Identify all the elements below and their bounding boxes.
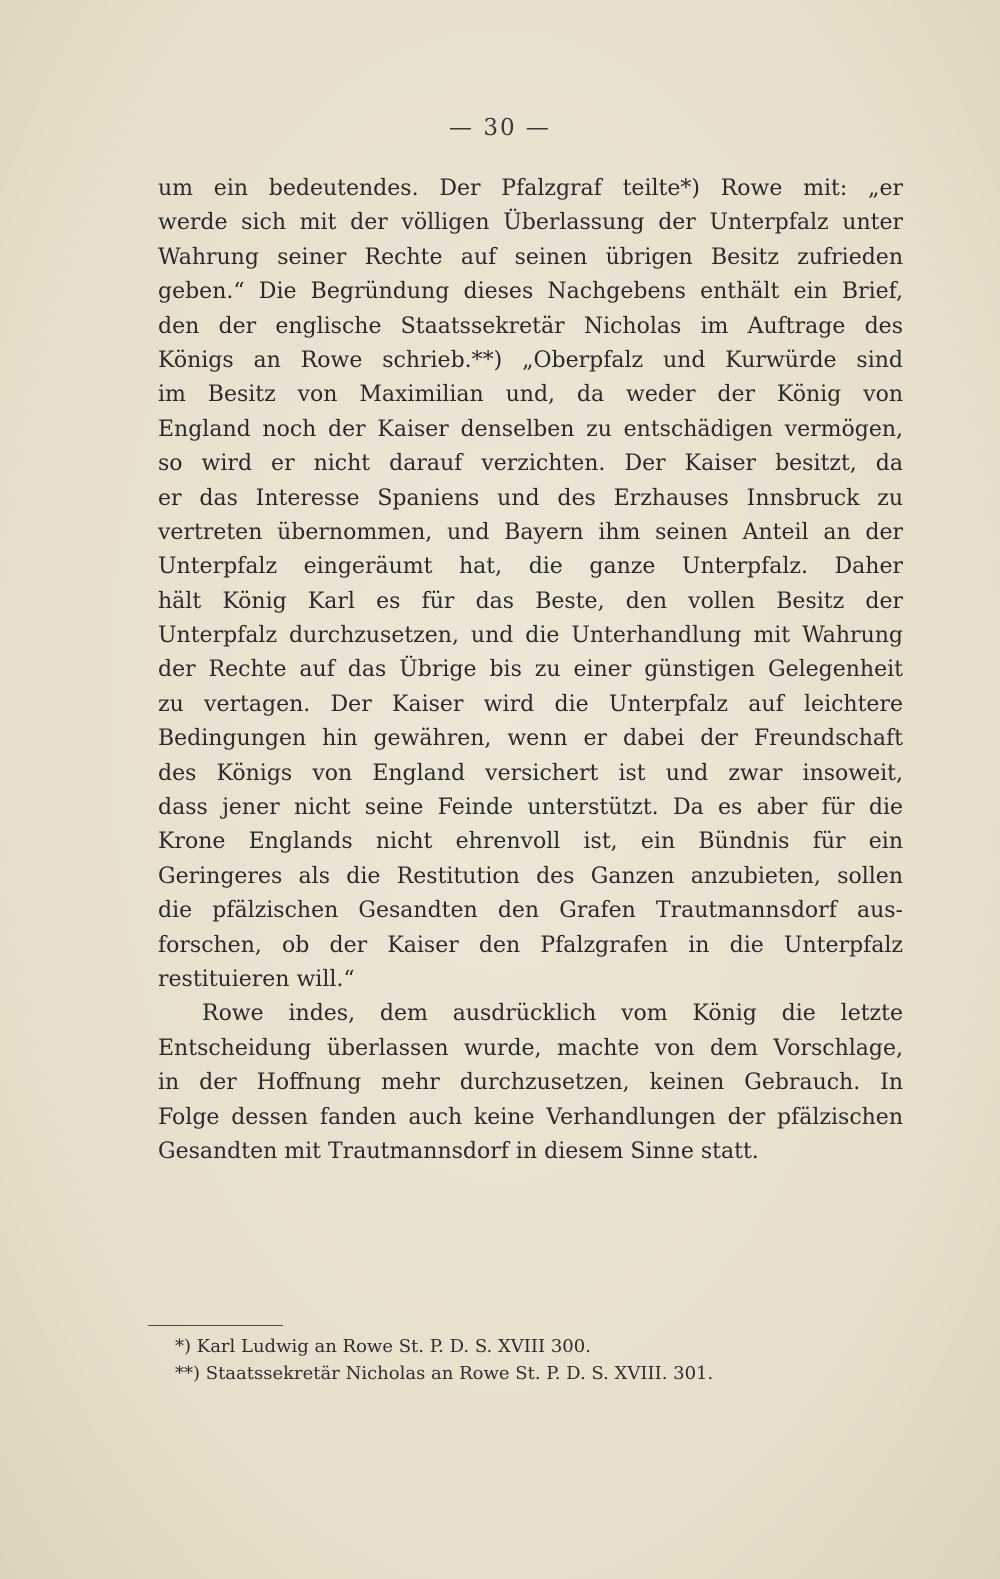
text-line: vertreten übernommen, und Bayern ihm seinen Anteil an der	[158, 519, 903, 545]
text-line: Bedingungen hin gewähren, wenn er dabei der Freundschaft	[158, 726, 903, 752]
text-line: Folge dessen fanden auch keine Verhandlungen der pfälzischen	[158, 1104, 903, 1130]
text-line: in der Hoffnung mehr durchzusetzen, keinen Gebrauch. In	[158, 1070, 903, 1096]
text-line: Gesandten mit Trautmannsdorf in diesem Sinne statt.	[158, 1138, 759, 1164]
text-line: der Rechte auf das Übrige bis zu einer günstigen Gelegenheit	[158, 657, 903, 683]
text-line: werde sich mit der völligen Überlassung der Unterpfalz unter	[158, 210, 903, 236]
text-line: dass jener nicht seine Feinde unterstützt. Da es aber für die	[158, 795, 903, 821]
text-line: Geringeres als die Restitution des Ganzen anzubieten, sollen	[158, 863, 903, 889]
text-line: geben.“ Die Begründung dieses Nachgebens enthält ein Brief,	[158, 279, 903, 305]
text-line: den der englische Staatssekretär Nicholas im Auftrage des	[158, 313, 903, 339]
body-text	[158, 172, 903, 1169]
text-line: er das Interesse Spaniens und des Erzhauses Innsbruck zu	[158, 485, 903, 511]
text-line: so wird er nicht darauf verzichten. Der Kaiser besitzt, da	[158, 451, 903, 477]
text-line: um ein bedeutendes. Der Pfalzgraf teilte*) Rowe mit: „er	[158, 176, 903, 201]
footnotes	[175, 1333, 875, 1387]
paragraph-2	[158, 997, 903, 1169]
text-line: Entscheidung überlassen wurde, machte von dem Vorschlage,	[158, 1035, 903, 1061]
text-line: Unterpfalz eingeräumt hat, die ganze Unterpfalz. Daher	[158, 554, 903, 580]
text-line: England noch der Kaiser denselben zu entschädigen vermögen,	[158, 416, 903, 442]
text-line: restituieren will.“	[158, 966, 355, 992]
text-line: die pfälzischen Gesandten den Grafen Trautmannsdorf aus-	[158, 898, 903, 924]
page-number: — 30 —	[449, 115, 551, 141]
footnote-2: **) Staatssekretär Nicholas an Rowe St. P. D. S. XVIII. 301.	[175, 1363, 714, 1384]
footnote-divider	[148, 1325, 283, 1326]
paragraph-1	[158, 172, 903, 997]
text-line: Unterpfalz durchzusetzen, und die Unterhandlung mit Wahrung	[158, 623, 903, 649]
text-line: zu vertagen. Der Kaiser wird die Unterpfalz auf leichtere	[158, 691, 903, 717]
text-line: Königs an Rowe schrieb.**) „Oberpfalz und Kurwürde sind	[158, 347, 903, 373]
text-line: forschen, ob der Kaiser den Pfalzgrafen in die Unterpfalz	[158, 932, 903, 958]
text-line: hält König Karl es für das Beste, den vollen Besitz der	[158, 588, 903, 614]
footnote-1: *) Karl Ludwig an Rowe St. P. D. S. XVIII 300.	[175, 1336, 591, 1357]
text-line: Krone Englands nicht ehrenvoll ist, ein Bündnis für ein	[158, 829, 903, 855]
text-line: Wahrung seiner Rechte auf seinen übrigen Besitz zufrieden	[158, 244, 903, 270]
text-line: des Königs von England versichert ist und zwar insoweit,	[158, 760, 903, 786]
text-line: Rowe indes, dem ausdrücklich vom König die letzte	[202, 1001, 903, 1027]
text-line: im Besitz von Maximilian und, da weder der König von	[158, 382, 903, 408]
